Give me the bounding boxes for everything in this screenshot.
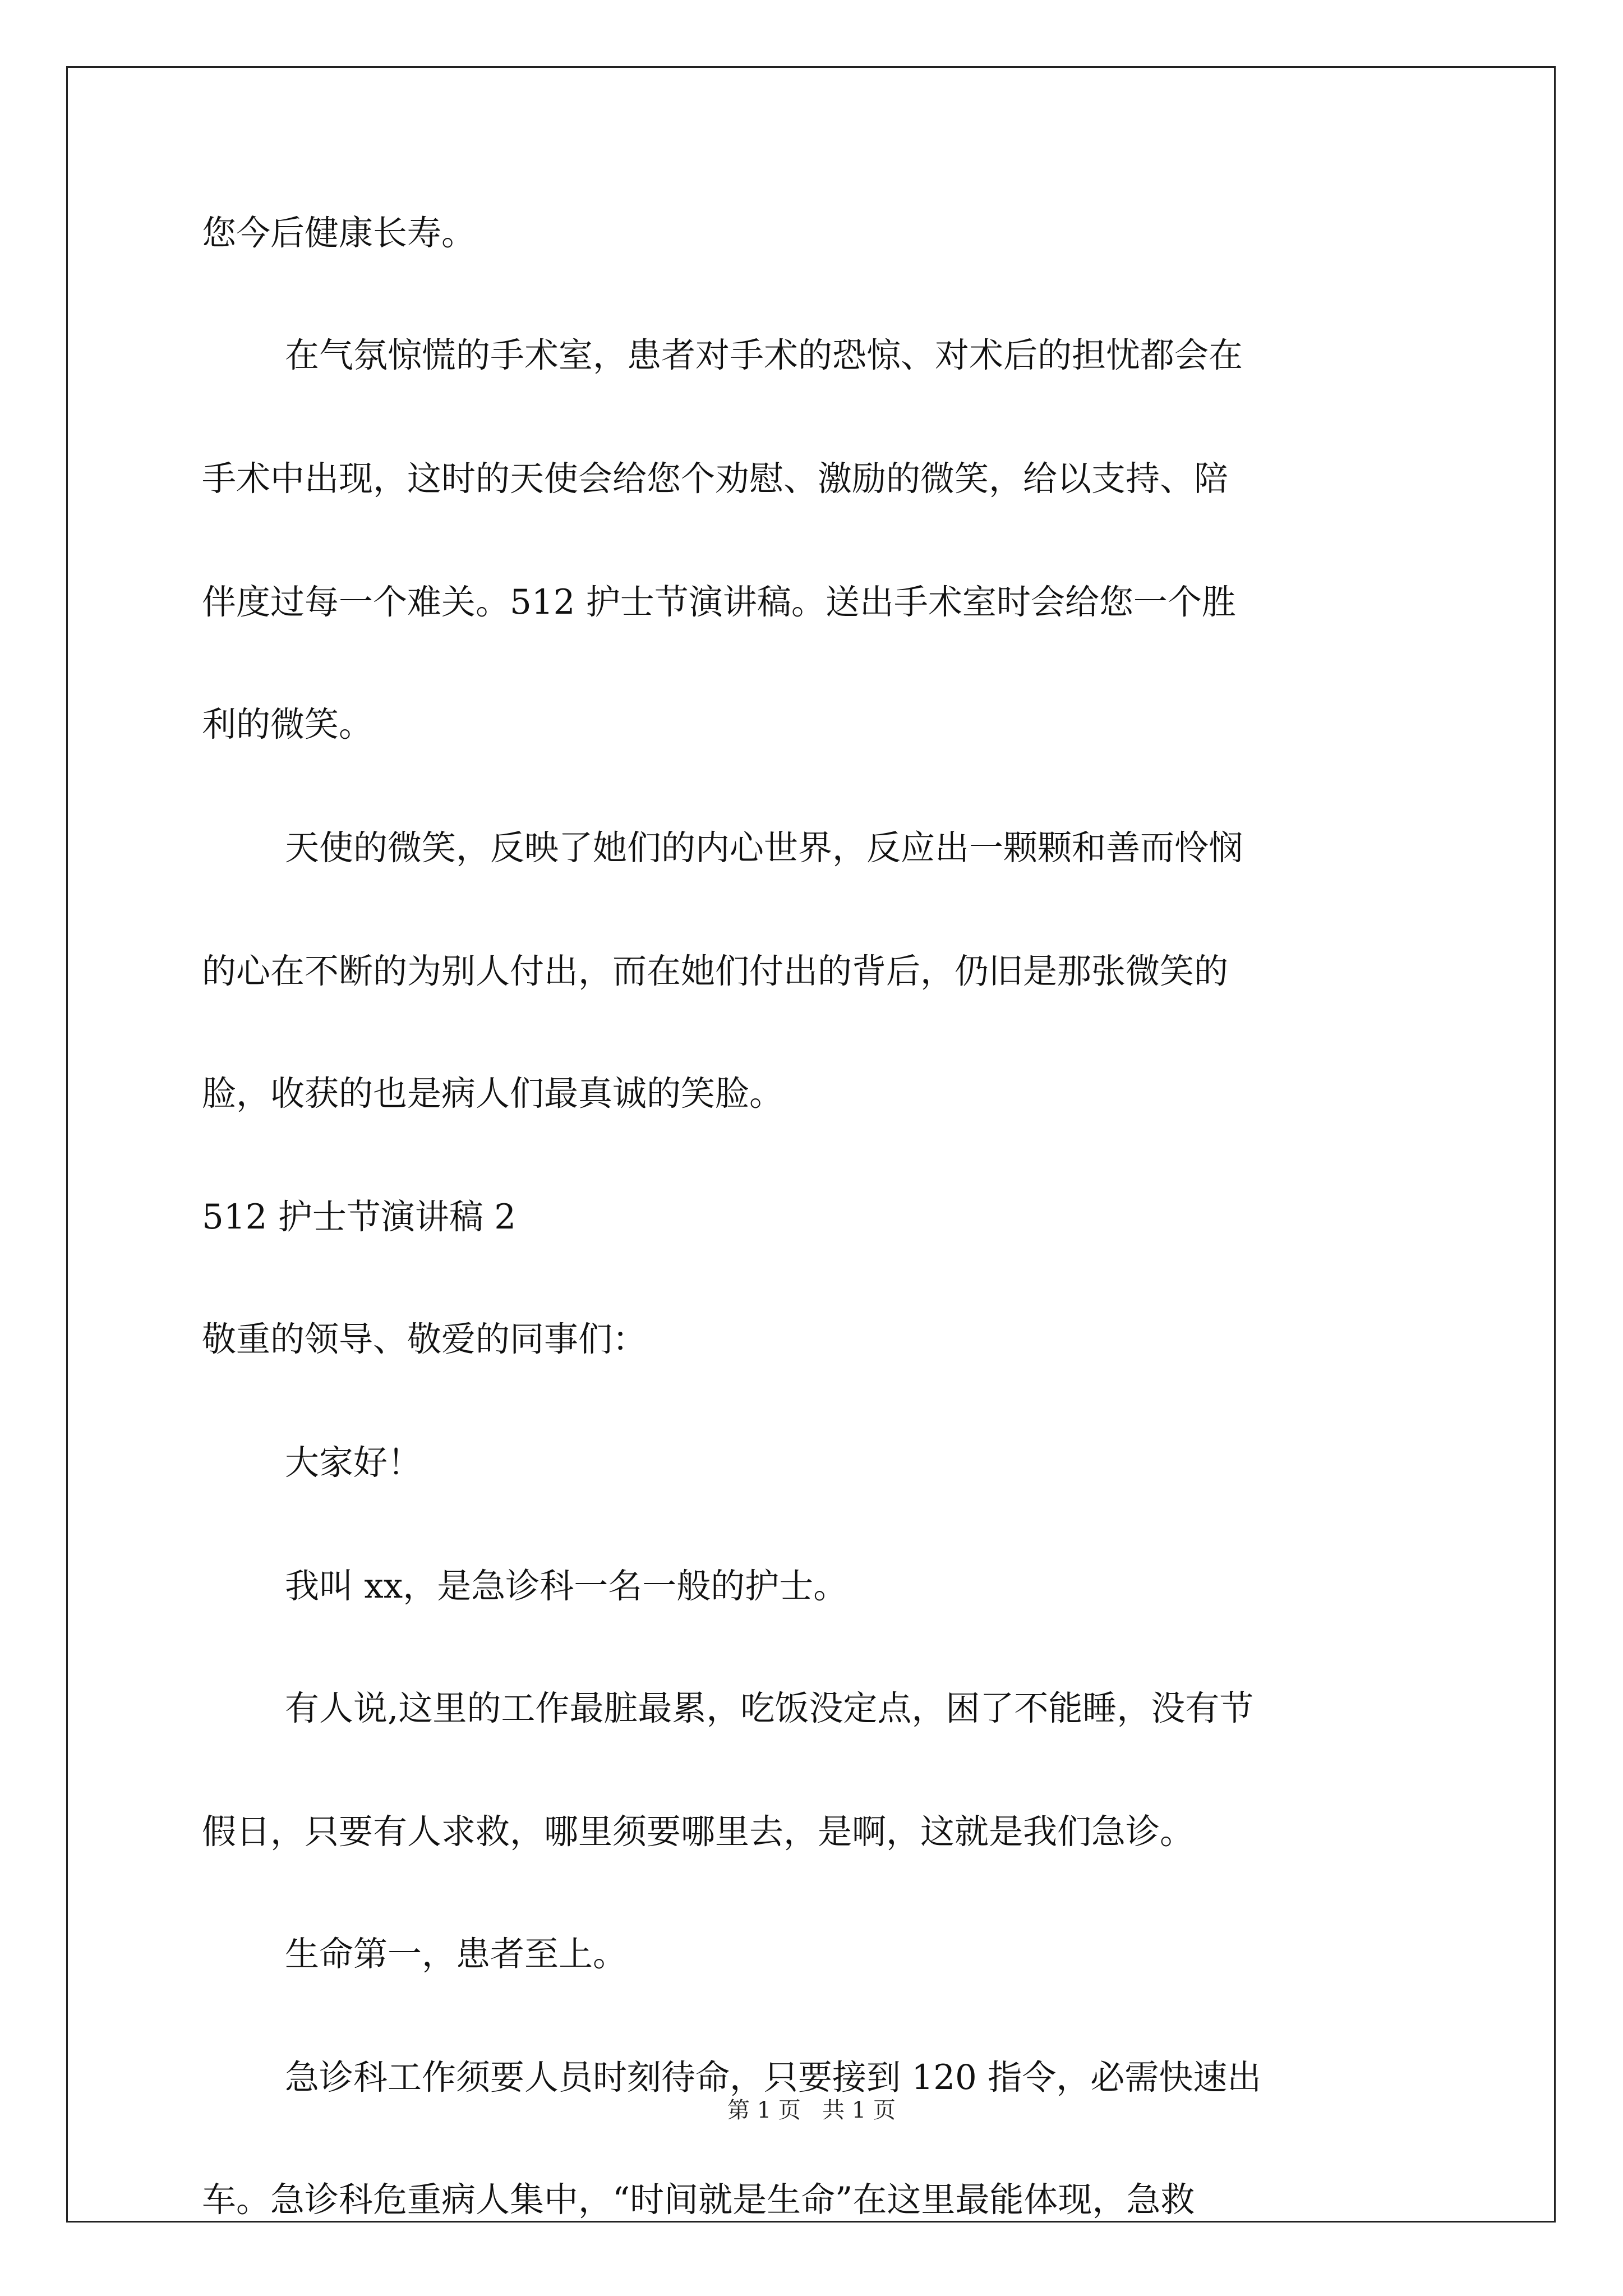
- page-footer: 第 1 页 共 1 页: [727, 2097, 896, 2123]
- greeting: 大家好！: [285, 1443, 422, 1483]
- paragraph-line: 急诊科工作须要人员时刻待命，只要接到 120 指令，必需快速出: [285, 2058, 1262, 2097]
- section-heading: 512 护士节演讲稿 2: [202, 1197, 517, 1237]
- paragraph-line: 天使的微笑，反映了她们的内心世界，反应出一颗颗和善而怜悯: [285, 828, 1243, 868]
- page-border: [66, 66, 1556, 2223]
- paragraph-line: 生命第一，患者至上。: [285, 1934, 628, 1974]
- text-line: 假日，只要有人求救，哪里须要哪里去，是啊，这就是我们急诊。: [202, 1812, 1195, 1852]
- text-line: 利的微笑。: [202, 705, 374, 744]
- salutation: 敬重的领导、敬爱的同事们：: [202, 1319, 647, 1359]
- text-line: 车。急诊科危重病人集中，“时间就是生命”在这里最能体现，急救: [202, 2180, 1195, 2220]
- paragraph-line: 在气氛惊慌的手术室，患者对手术的恐惊、对术后的担忧都会在: [285, 335, 1243, 375]
- paragraph-line: 有人说,这里的工作最脏最累，吃饭没定点，困了不能睡，没有节: [285, 1688, 1254, 1728]
- paragraph-line: 我叫 xx，是急诊科一名一般的护士。: [285, 1566, 848, 1606]
- text-line: 脸，收获的也是病人们最真诚的笑脸。: [202, 1074, 784, 1114]
- text-line: 您今后健康长寿。: [202, 213, 476, 253]
- text-line: 伴度过每一个难关。512 护士节演讲稿。送出手术室时会给您一个胜: [202, 582, 1236, 622]
- text-line: 的心在不断的为别人付出，而在她们付出的背后，仍旧是那张微笑的: [202, 951, 1229, 991]
- text-line: 手术中出现，这时的天使会给您个劝慰、激励的微笑，给以支持、陪: [202, 459, 1229, 499]
